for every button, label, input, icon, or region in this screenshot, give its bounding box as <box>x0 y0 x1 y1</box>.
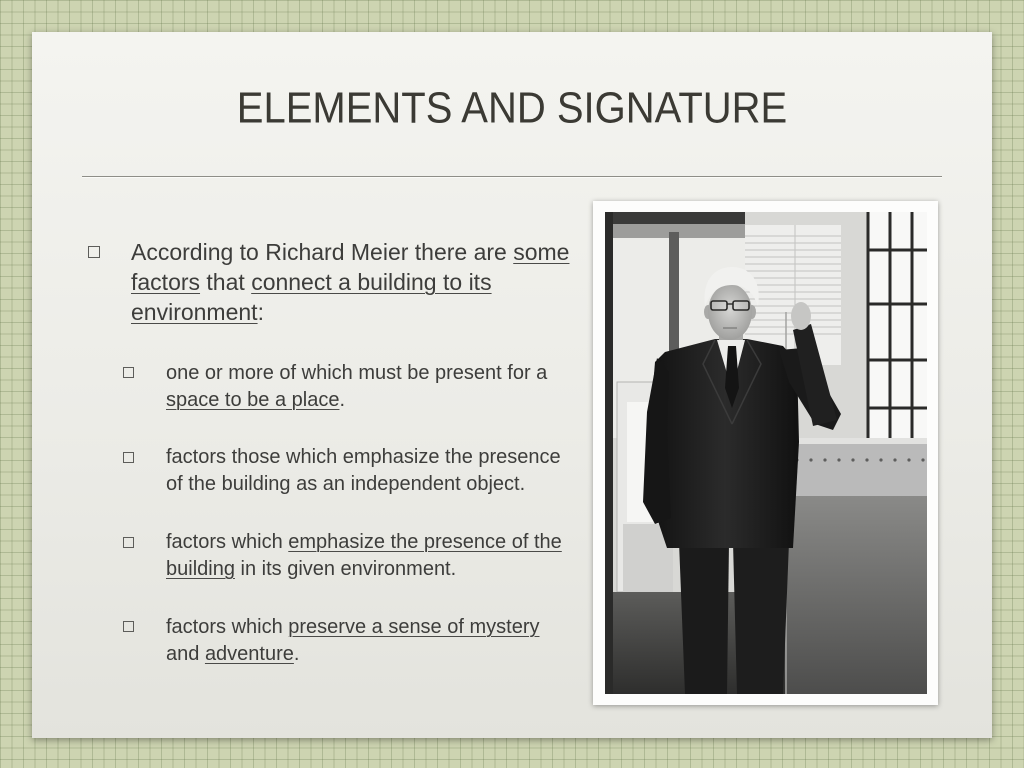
text-segment: : <box>257 299 264 325</box>
square-bullet-icon <box>123 367 134 378</box>
text-segment: that <box>200 269 252 295</box>
square-bullet-icon <box>123 452 134 463</box>
portrait-photo <box>605 212 927 694</box>
underlined-text: factors <box>131 269 201 295</box>
underlined-text: emphasize the presence of the <box>288 531 562 553</box>
square-bullet-icon <box>123 537 134 548</box>
underlined-text: building <box>166 558 235 580</box>
text-line <box>166 387 547 414</box>
portrait-photo-image <box>605 212 927 694</box>
text-line <box>131 297 569 327</box>
underlined-text: some <box>513 239 570 265</box>
underlined-text: environment <box>131 299 258 325</box>
photo-frame <box>593 201 938 705</box>
underlined-text: preserve a sense of mystery <box>288 616 540 638</box>
sub-bullet-text <box>166 360 547 414</box>
text-segment: factors which <box>166 616 289 638</box>
text-line <box>166 360 547 387</box>
text-segment: . <box>339 389 346 411</box>
text-line <box>166 556 562 583</box>
text-segment: . <box>293 643 300 665</box>
sub-bullet-text <box>166 614 539 668</box>
slide <box>32 32 992 738</box>
text-line <box>166 471 561 498</box>
text-segment: one or more of which must be present for a <box>166 362 548 384</box>
text-segment: of the building as an independent object. <box>166 473 526 495</box>
underlined-text: space to be a place <box>166 389 340 411</box>
main-bullet-text <box>131 237 569 327</box>
sub-bullet-text <box>166 444 561 498</box>
text-segment: factors which <box>166 531 289 553</box>
text-line <box>166 641 539 668</box>
text-line <box>131 267 569 297</box>
square-bullet-icon <box>88 246 100 258</box>
text-line <box>166 529 562 556</box>
text-segment: and <box>166 643 205 665</box>
slide-title: ELEMENTS AND SIGNATURE <box>236 83 788 133</box>
sub-bullet-text <box>166 529 562 583</box>
square-bullet-icon <box>123 621 134 632</box>
text-line <box>166 444 561 471</box>
text-segment: factors those which emphasize the presence <box>166 446 561 468</box>
text-line <box>166 614 539 641</box>
window <box>867 212 927 444</box>
text-segment: in its given environment. <box>234 558 457 580</box>
text-line <box>131 237 569 267</box>
underlined-text: adventure <box>204 643 294 665</box>
underlined-text: connect a building to its <box>251 269 492 295</box>
title-divider <box>82 176 942 178</box>
text-segment: According to Richard Meier there are <box>131 239 514 265</box>
